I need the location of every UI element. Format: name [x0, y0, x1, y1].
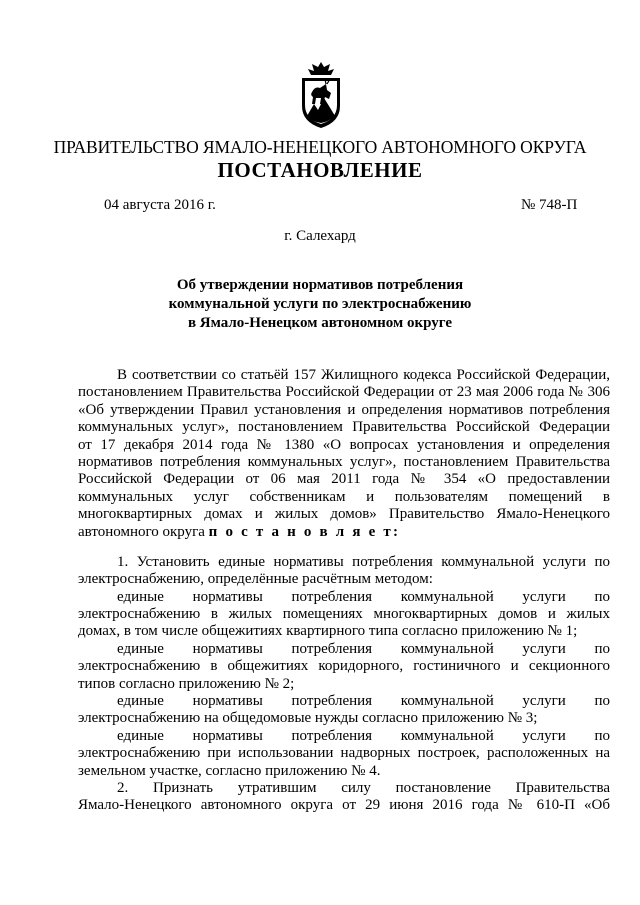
preamble-line: «Об утверждении Правил установления и определения нормативов потребления — [78, 401, 610, 418]
item1-line: электроснабжению, определённые расчётным методом: — [78, 571, 433, 588]
preamble-line: постановлением Правительства Российской Федерации от 23 мая 2006 года № 306 — [78, 384, 610, 401]
subitem-line: единые нормативы потребления коммунальной услуги по — [117, 727, 610, 744]
subitem-line: единые нормативы потребления коммунальной услуги по — [117, 588, 610, 605]
subitem-line: единые нормативы потребления коммунальной услуги по — [117, 693, 610, 710]
preamble-line: нормативов потребления коммунальных услуг», постановлением Правительства — [78, 453, 610, 470]
preamble-line: от 17 декабря 2014 года № 1380 «О вопросах установления и определения — [78, 436, 610, 453]
subitem-line: электроснабжению в общежитиях коридорного, гостиничного и секционного — [78, 658, 610, 675]
document-subject — [150, 276, 490, 333]
item2-line: Ямало-Ненецкого автономного округа от 29 июня 2016 года № 610-П «Об — [78, 797, 610, 814]
preamble-line: Российской Федерации от 06 мая 2011 года № 354 «О предоставлении — [78, 471, 610, 488]
preamble-line: коммунальных услуг собственникам и пользователям помещений в — [78, 488, 610, 505]
government-name: ПРАВИТЕЛЬСТВО ЯМАЛО-НЕНЕЦКОГО АВТОНОМНОГО ОКРУГА — [53, 137, 587, 157]
subitem-line: домах, в том числе общежитиях квартирного типа согласно приложению № 1; — [78, 623, 578, 640]
subitem-line: электроснабжению в жилых помещениях многоквартирных домов и жилых — [78, 606, 610, 623]
preamble-line: В соответствии со статьёй 157 Жилищного кодекса Российской Федерации, — [117, 367, 610, 383]
subject-line: коммунальной услуги по электроснабжению — [168, 296, 472, 312]
subitem-line: электроснабжению на общедомовые нужды согласно приложению № 3; — [78, 710, 538, 727]
subitem-line: типов согласно приложению № 2; — [78, 675, 295, 692]
preamble-last-text: автономного округа — [78, 523, 205, 540]
subject-line: в Ямало-Ненецком автономном округе — [187, 315, 453, 331]
subitem-line: земельном участке, согласно приложению № 4. — [78, 762, 381, 779]
document-number: № 748-П — [521, 197, 578, 213]
resolves-word: п о с т а н о в л я е т: — [208, 523, 401, 540]
preamble-line: многоквартирных домах и жилых домов» Правительство Ямало-Ненецкого — [78, 506, 610, 523]
subject-line: Об утверждении нормативов потребления — [176, 277, 464, 293]
item2-line: 2. Признать утратившим силу постановление Правительства — [117, 779, 610, 796]
document-date: 04 августа 2016 г. — [104, 197, 216, 213]
preamble-last-line — [78, 524, 610, 541]
preamble-line: коммунальных услуг», постановлением Правительства Российской Федерации — [78, 419, 610, 436]
item1-line: 1. Установить единые нормативы потребления коммунальной услуги по — [117, 553, 610, 570]
document-body — [78, 367, 610, 815]
coat-of-arms-emblem-icon — [296, 60, 346, 130]
subitem-line: электроснабжению при использовании надворных построек, расположенных на — [78, 745, 610, 762]
document-type-title: ПОСТАНОВЛЕНИЕ — [217, 158, 423, 182]
subitem-line: единые нормативы потребления коммунальной услуги по — [117, 640, 610, 657]
document-city: г. Салехард — [284, 228, 356, 244]
